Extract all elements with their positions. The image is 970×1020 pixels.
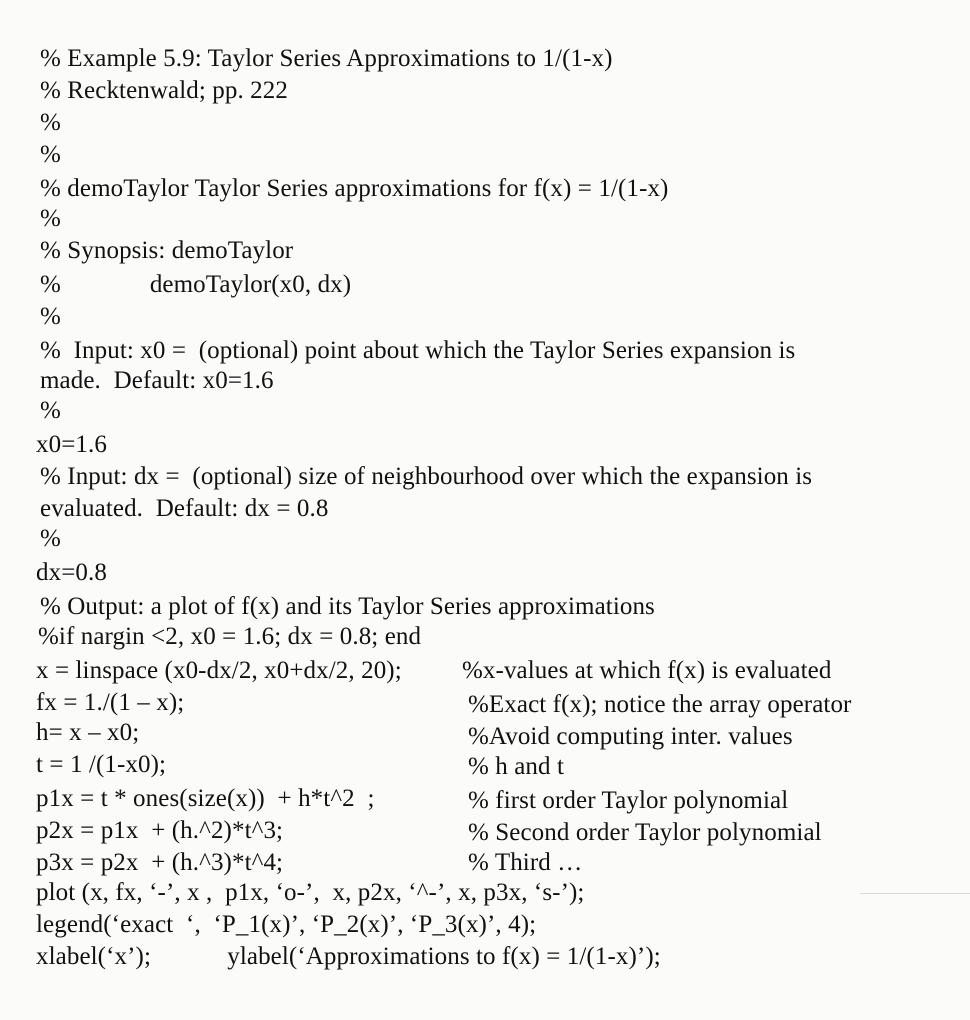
code-line: x = linspace (x0-dx/2, x0+dx/2, 20); xyxy=(36,657,402,684)
input-dx-default-line: evaluated. Default: dx = 0.8 xyxy=(40,495,329,522)
code-comment: %x-values at which f(x) is evaluated xyxy=(462,657,832,684)
code-comment: % h and t xyxy=(468,753,565,780)
code-comment: % first order Taylor polynomial xyxy=(468,787,789,814)
code-line: h= x – x0; xyxy=(36,719,140,746)
plot-command-line: plot (x, fx, ‘-’, x , p1x, ‘o-’, x, p2x, ‘^-’, x, p3x, ‘s-’); xyxy=(36,879,585,906)
description-comment-line: % demoTaylor Taylor Series approximations for f(x) = 1/(1-x) xyxy=(40,175,669,202)
scan-artifact-line xyxy=(860,893,970,894)
dx-assignment-line: dx=0.8 xyxy=(36,559,107,586)
code-line: t = 1 /(1-x0); xyxy=(36,751,167,778)
input-x0-default-line: made. Default: x0=1.6 xyxy=(40,367,274,394)
legend-command-line: legend(‘exact ‘, ‘P_1(x)’, ‘P_2(x)’, ‘P_3(x)’, 4); xyxy=(36,911,537,938)
x0-assignment-line: x0=1.6 xyxy=(36,431,107,458)
code-comment: %Avoid computing inter. values xyxy=(468,723,793,750)
code-comment: %Exact f(x); notice the array operator xyxy=(468,691,852,718)
label-command-line: xlabel(‘x’); ylabel(‘Approximations to f(x) = 1/(1-x)’); xyxy=(36,943,661,970)
title-comment-line: % Example 5.9: Taylor Series Approximations to 1/(1-x) xyxy=(40,45,613,72)
code-comment: % Third … xyxy=(468,849,583,876)
input-dx-comment-line: % Input: dx = (optional) size of neighbourhood over which the expansion is xyxy=(40,463,813,490)
comment-line: % xyxy=(40,303,61,330)
comment-line: % xyxy=(40,397,61,424)
comment-line: % xyxy=(40,525,61,552)
comment-line: % xyxy=(40,205,61,232)
output-comment-line: % Output: a plot of f(x) and its Taylor Series approximations xyxy=(40,593,655,620)
code-line: p3x = p2x + (h.^3)*t^4; xyxy=(36,849,284,876)
synopsis-usage-line: % demoTaylor(x0, dx) xyxy=(40,271,352,298)
comment-line: % xyxy=(40,109,61,136)
synopsis-comment-line: % Synopsis: demoTaylor xyxy=(40,237,294,264)
comment-line: % xyxy=(40,141,61,168)
code-line: p2x = p1x + (h.^2)*t^3; xyxy=(36,817,284,844)
code-line: p1x = t * ones(size(x)) + h*t^2 ; xyxy=(36,785,375,812)
nargin-comment-line: %if nargin <2, x0 = 1.6; dx = 0.8; end xyxy=(38,623,422,650)
code-comment: % Second order Taylor polynomial xyxy=(468,819,822,846)
code-line: fx = 1./(1 – x); xyxy=(36,689,185,716)
input-x0-comment-line: % Input: x0 = (optional) point about which the Taylor Series expansion is xyxy=(40,337,796,364)
author-comment-line: % Recktenwald; pp. 222 xyxy=(40,77,288,104)
